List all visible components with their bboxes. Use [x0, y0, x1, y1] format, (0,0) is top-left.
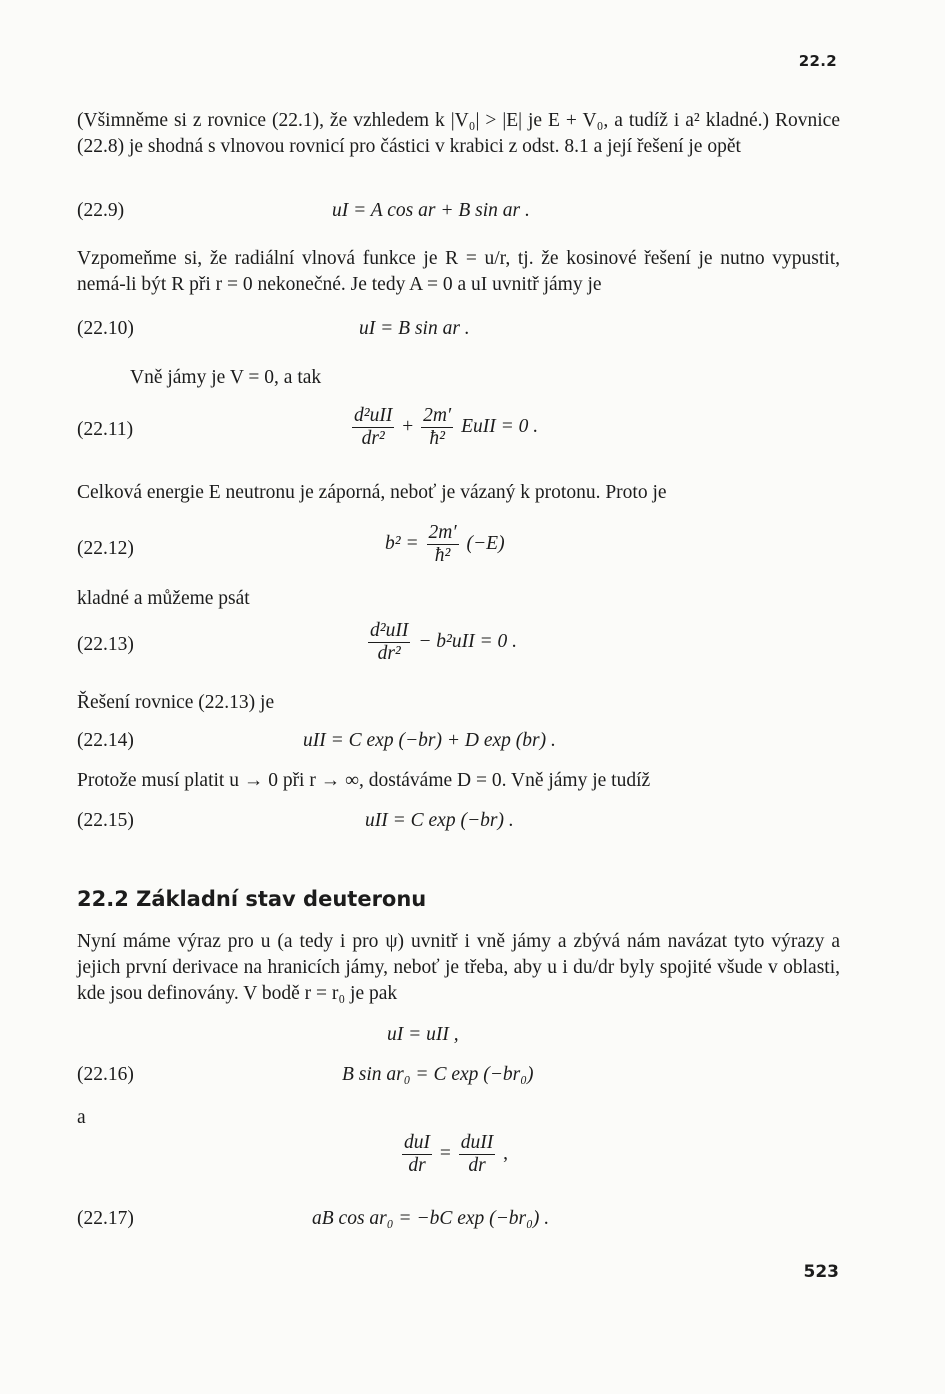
equation-body: uII = C exp (−br) .	[365, 810, 514, 831]
numerator: 2m′	[423, 405, 452, 426]
denominator: dr²	[377, 643, 401, 664]
paragraph-cosine-solution: Vzpomeňme si, že radiální vlnová funkce je R = u/r, tj. že kosinové řešení je nutno vypustit, nemá-li být R při r = 0 nekonečné. Je tedy A = 0 a uI uvnitř jámy je	[77, 248, 840, 295]
equation-lhs: b² =	[385, 532, 419, 554]
equation-22-14	[77, 730, 840, 770]
equation-body: uII = C exp (−br) + D exp (br) .	[303, 730, 556, 751]
equation-22-16	[77, 1064, 840, 1104]
paragraph-positive: kladné a můžeme psát	[77, 588, 250, 609]
equals-sign: =	[439, 1142, 451, 1164]
fraction-derivative-outside	[459, 1132, 496, 1177]
denominator: dr	[408, 1155, 426, 1176]
fraction-mass-hbar	[421, 405, 453, 450]
numerator: d²uII	[370, 620, 409, 641]
numerator: duII	[460, 1132, 494, 1153]
plus-sign: +	[402, 415, 414, 437]
equation-body: uI = B sin ar .	[359, 318, 470, 339]
equation-body	[365, 620, 517, 665]
fraction-mass-hbar	[427, 522, 459, 567]
equation-22-11	[77, 405, 840, 465]
equation-body: uI = uII ,	[387, 1024, 459, 1045]
equation-number: (22.14)	[77, 730, 134, 751]
equation-derivative-continuity	[77, 1132, 840, 1192]
equation-number: (22.10)	[77, 318, 134, 339]
equation-22-17	[77, 1208, 840, 1248]
paragraph-limit: Protože musí platit u → 0 při r → ∞, dostáváme D = 0. Vně jámy je tudíž	[77, 770, 651, 791]
equation-22-13	[77, 620, 840, 680]
fraction-derivative-inside	[402, 1132, 432, 1177]
page-number: 523	[803, 1262, 839, 1282]
equation-number: (22.9)	[77, 200, 125, 221]
equation-tail: ,	[503, 1142, 508, 1164]
section-heading: 22.2 Základní stav deuteronu	[77, 887, 427, 911]
numerator: duI	[404, 1132, 430, 1153]
equation-tail: (−E)	[466, 532, 505, 554]
equation-tail: − b²uII = 0 .	[418, 630, 517, 652]
paragraph-solution: Řešení rovnice (22.13) je	[77, 692, 275, 713]
equation-tail: EuII = 0 .	[461, 415, 539, 437]
paragraph-energy: Celková energie E neutronu je záporná, neboť je vázaný k protonu. Proto je	[77, 482, 667, 503]
denominator: dr²	[361, 428, 385, 449]
equation-number: (22.12)	[77, 538, 134, 559]
paragraph-outside-well: Vně jámy je V = 0, a tak	[130, 367, 322, 388]
equation-number: (22.13)	[77, 634, 134, 655]
equation-22-12	[77, 522, 840, 582]
numerator: 2m′	[428, 522, 457, 543]
equation-body	[349, 405, 538, 450]
equation-number: (22.15)	[77, 810, 134, 831]
equation-22-9	[77, 200, 840, 240]
word-and: a	[77, 1107, 86, 1128]
equation-22-10	[77, 318, 840, 358]
equation-body	[399, 1132, 508, 1177]
intro-paragraph: (Všimněme si z rovnice (22.1), že vzhledem k |V₀| > |E| je E + V₀, a tudíž i a² kladné.) Rovnice (22.8) je shodná s vlnovou rovnicí pro částici v krabici z odst. 8.1 a její řešení je opět	[77, 110, 840, 157]
equation-number: (22.17)	[77, 1208, 134, 1229]
denominator: ħ²	[434, 545, 451, 566]
running-head: 22.2	[798, 52, 837, 70]
equation-22-15	[77, 810, 840, 850]
equation-number: (22.11)	[77, 419, 134, 440]
paragraph-section-intro: Nyní máme výraz pro u (a tedy i pro ψ) uvnitř i vně jámy a zbývá nám navázat tyto výrazy a jejich první derivace na hranicích jámy, neboť je třeba, aby u i du/dr byly spojité všude v oblasti, kde jsou definovány. V bodě r = r₀ je pak	[77, 931, 840, 1004]
equation-body: aB cos ar₀ = −bC exp (−br₀) .	[312, 1208, 550, 1229]
equation-number: (22.16)	[77, 1064, 134, 1085]
denominator: ħ²	[429, 428, 445, 449]
fraction-second-derivative	[368, 620, 410, 665]
denominator: dr	[468, 1155, 486, 1176]
equation-body: uI = A cos ar + B sin ar .	[332, 200, 530, 221]
equation-body	[385, 522, 505, 567]
fraction-second-derivative	[352, 405, 394, 450]
numerator: d²uII	[354, 405, 393, 426]
equation-continuity	[77, 1024, 840, 1064]
equation-body: B sin ar₀ = C exp (−br₀)	[342, 1064, 534, 1085]
